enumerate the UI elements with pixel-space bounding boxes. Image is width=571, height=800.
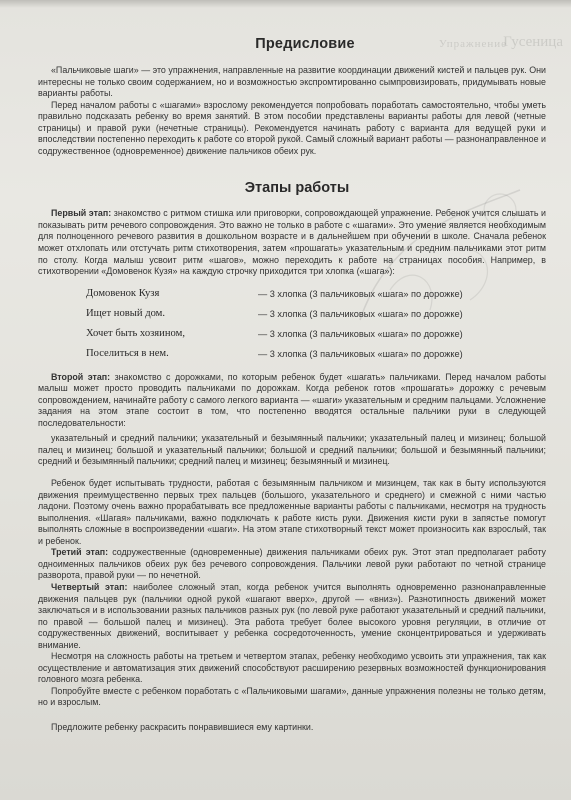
poem-clap-note: — 3 хлопка (3 пальчиковых «шага» по дорожке): [258, 348, 463, 359]
poem-row: [38, 284, 546, 304]
stage-2-label: Второй этап:: [51, 371, 111, 382]
finger-sequence: указательный и средний пальчики; указательный и безымянный пальчики; указательный палец и мизинец; большой палец и мизинец; большой и указательный пальчики; большой и средний пальчики; большой и безымянный пальчики; средний и безымянный пальчики; средний палец и мизинец; безымянный и мизинец.: [38, 433, 546, 467]
stage-4-text: наиболее сложный этап, когда ребенок учится выполнять одновременно разнонаправленные движения пальцев рук (пальчики одной рукой «шагают вверх», другой — «вниз»). Разнотипность движений может заключаться и в использовании разных пальчиков разных рук (по левой руке работают указательный и средний пальчики, по правой — большой палец и мизинец). Эта работа требует более высокого уровня регуляции, в отличие от содружественных движений, воспитывает у ребенка сосредоточенность, умение сконцентрироваться и удерживать внимание.: [38, 581, 546, 650]
stage-2-followup: Ребенок будет испытывать трудности, работая с безымянным пальчиком и мизинцем, так как в быту используются движения преимущественно первых трех пальцев (большого, указательного и среднего) и смежной с ними частью ладони. Поэтому очень важно прорабатывать все предложенные варианты работы с пальчиками, несмотря на трудность выполнения. «Шагая» пальчиками, важно подключать к работе кисть руки. Движения кисти руки в запястье помогут выполнять сложные в воспроизведении «шаги». На этом этапе стихотворный текст может произносить как взрослый, так и ребенок.: [38, 478, 546, 546]
stage-3-label: Третий этап:: [51, 547, 109, 558]
poem-clap-note: — 3 хлопка (3 пальчиковых «шага» по дорожке): [258, 328, 463, 339]
bleed-through-heading-right: Гусеница: [503, 34, 563, 50]
stage-1-label: Первый этап:: [51, 208, 112, 219]
stage-1-paragraph: [38, 208, 546, 277]
intro-paragraph-1: «Пальчиковые шаги» — это упражнения, направленные на развитие координации движений кистей и пальцев рук. Они интересны не только своим содержанием, но и возможностью экспромтированно сымпровизировать, придумывать новые варианты работы.: [38, 65, 546, 99]
bleed-through-heading-left: Упражнение: [438, 38, 507, 50]
closing-paragraph-2: Попробуйте вместе с ребенком поработать с «Пальчиковыми шагами», данные упражнения полезны не только детям, но и взрослым.: [38, 685, 546, 708]
stage-1-text: знакомство с ритмом стишка или приговорки, сопровождающей упражнение. Ребенок учится слышать и показывать ритм речевого сопровождения. Это важно не только в работе с «шагами». Это умение является необходимым для полноценного речевого развития в дошкольном возрасте и в дальнейшем при обучении в школе. Сначала ребенок может отхлопать или отстучать ритм стихотворения, затем «прошагать» указательным и средним пальчиками этот ритм по столу. Когда малыш усвоит ритм «шагов», можно переходить к работе на страницах пособия. Например, в стихотворении «Домовенок Кузя» на каждую строчку приходится три хлопка («шага»):: [38, 208, 546, 277]
poem-line: Поселиться в нем.: [86, 348, 169, 360]
poem-line: Домовенок Кузя: [86, 288, 160, 300]
section-title: Этапы работы: [244, 180, 350, 197]
closing-paragraph-1: Несмотря на сложность работы на третьем и четвертом этапах, ребенку необходимо усвоить эти упражнения, так как осуществление и автоматизация этих движений способствуют расширению резервных возможностей функционирования головного мозга ребенка.: [38, 651, 546, 685]
poem-line: Хочет быть хозяином,: [86, 328, 185, 340]
poem-line: Ищет новый дом.: [86, 308, 166, 320]
poem-row: [38, 344, 546, 364]
stage-4-paragraph: [38, 582, 546, 651]
poem-block: [38, 284, 546, 364]
stage-3-paragraph: [38, 547, 546, 582]
poem-row: [38, 304, 546, 324]
poem-clap-note: — 3 хлопка (3 пальчиковых «шага» по дорожке): [258, 308, 463, 319]
stage-4-label: Четвертый этап:: [51, 581, 128, 592]
page-content: [38, 36, 546, 734]
poem-row: [38, 324, 546, 344]
stage-3-text: содружественные (одновременные) движения пальчиками обеих рук. Этот этап предполагает работу одноименных пальчиков обеих рук без речевого сопровождения. Пальчики левой руки работают по четной странице разворота, правой руки — по нечетной.: [38, 547, 546, 581]
page-shadow: [0, 0, 571, 8]
page-title: Предисловие: [255, 36, 355, 52]
stage-2-text: знакомство с дорожками, по которым ребенок будет «шагать» пальчиками. Перед началом работы малыш может просто проводить пальчиками по дорожкам. Когда ребенок готов «прошагать» дорожку с речевым сопровождением, начинайте работу с самого легкого варианта — «шаги» указательным и средним пальцами. Усложнение задания на этом этапе состоит в том, что постепенно вводятся остальные пальчики руки в следующей последовательности:: [38, 371, 546, 428]
intro-paragraph-2: Перед началом работы с «шагами» взрослому рекомендуется попробовать поработать самостоятельно, чтобы уметь правильно подсказать ребенку во время занятий. В этом пособии представлены варианты работы для левой (четные страницы) и правой руки (нечетные страницы). Рекомендуется начинать работу с варианта для ведущей руки и впоследствии постепенно переходить к работе со второй рукой. Самый сложный вариант работы — разнонаправленное и содружественное (одновременное) движение пальчиков обеих рук.: [38, 99, 546, 156]
poem-clap-note: — 3 хлопка (3 пальчиковых «шага» по дорожке): [258, 288, 463, 299]
stage-2-paragraph: [38, 372, 546, 430]
footer-note: Предложите ребенку раскрасить понравившиеся ему картинки.: [51, 721, 314, 732]
